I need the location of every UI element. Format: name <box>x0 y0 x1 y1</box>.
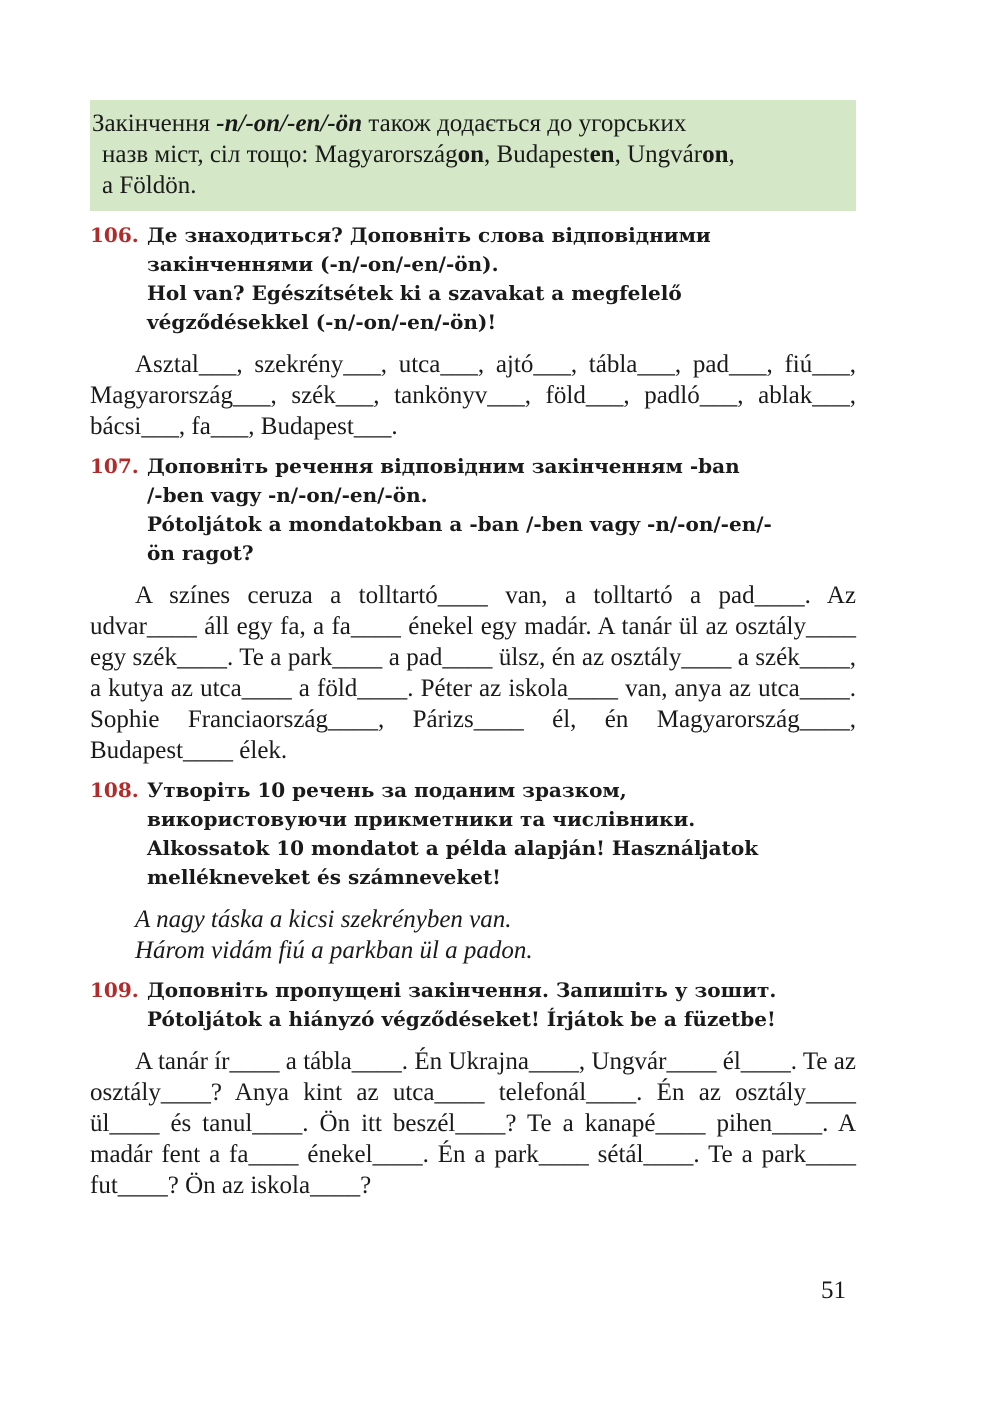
exercise-text: A tanár ír____ a tábla____. Én Ukrajna____, Ungvár____ él____. Te az osztály____? Anya kint az utca____ telefonál____. Én az osztály____ ül____ és tanul____. Ön itt beszél____? Te a kanapé____ pihen____. A madár fent a fa____ énekel____. Én a park____ sétál____. Te a park____ fut____? Ön az iskola____? <box>90 1048 856 1199</box>
example-sentences <box>90 904 856 966</box>
grammar-rule-box <box>90 100 856 211</box>
exercise-text: Asztal___, szekrény___, utca___, ajtó___, tábla___, pad___, fiú___, Magyarország___, szék___, tankönyv___, föld___, padló___, ablak___, bácsi___, fa___, Budapest___. <box>90 351 856 440</box>
exercise-instructions: Доповніть речення відповідним закінченням -ban /-ben vagy -n/-on/-en/-ön. Pótoljátok a mondatokban a -ban /-ben vagy -n/-on/-en/- ön ragot? <box>147 454 772 565</box>
example-sentence: A nagy táska a kicsi szekrényben van. <box>135 906 512 933</box>
exercise-107 <box>90 452 856 766</box>
rule-suffix: -n/-on/-en/-ön <box>216 110 363 137</box>
exercise-number: 108. <box>90 778 139 802</box>
textbook-page <box>90 100 856 1201</box>
exercise-number: 109. <box>90 978 139 1002</box>
exercise-instructions: Де знаходиться? Доповніть слова відповідними закінченнями (-n/-on/-en/-ön). Hol van? Egészítsétek ki a szavakat a megfelelő végződésekkel (-n/-on/-en/-ön)! <box>147 223 711 334</box>
exercise-108 <box>90 776 856 966</box>
exercise-text: A színes ceruza a tolltartó____ van, a tolltartó a pad____. Az udvar____ áll egy fa, a fa____ énekel egy madár. A tanár ül az osztály____ egy szék____. Te a park____ a pad____ ülsz, én az osztály____ a szék____, a kutya az utca____ a föld____. Péter az iskola____ van, anya az utca____. Sophie Franciaország____, Párizs____ él, én Magyarország____, Budapest____ élek. <box>90 582 856 764</box>
exercise-instructions: Доповніть пропущені закінчення. Запишіть у зошит. Pótoljátok a hiányzó végződéseket! Írjátok be a füzetbe! <box>147 978 777 1031</box>
exercise-106 <box>90 221 856 442</box>
rule-line-2: назв міст, сіл тощо: Magyarországon, Budapesten, Ungváron, <box>102 141 735 168</box>
exercise-number: 107. <box>90 454 139 478</box>
exercise-instructions: Утворіть 10 речень за поданим зразком, використовуючи прикметники та числівники. Alkossatok 10 mondatot a példa alapján! Használjatok mellékneveket és számneveket! <box>147 778 759 889</box>
exercise-heading <box>90 221 856 337</box>
rule-line-1: Закінчення -n/-on/-en/-ön також додається до угорських <box>92 110 687 137</box>
exercise-heading <box>90 976 856 1034</box>
rule-line-3: a Földön. <box>102 172 197 199</box>
exercise-heading <box>90 776 856 892</box>
exercise-109 <box>90 976 856 1201</box>
page-number: 51 <box>821 1277 846 1304</box>
example-sentence: Három vidám fiú a parkban ül a padon. <box>135 937 533 964</box>
exercise-number: 106. <box>90 223 139 247</box>
exercise-heading <box>90 452 856 568</box>
